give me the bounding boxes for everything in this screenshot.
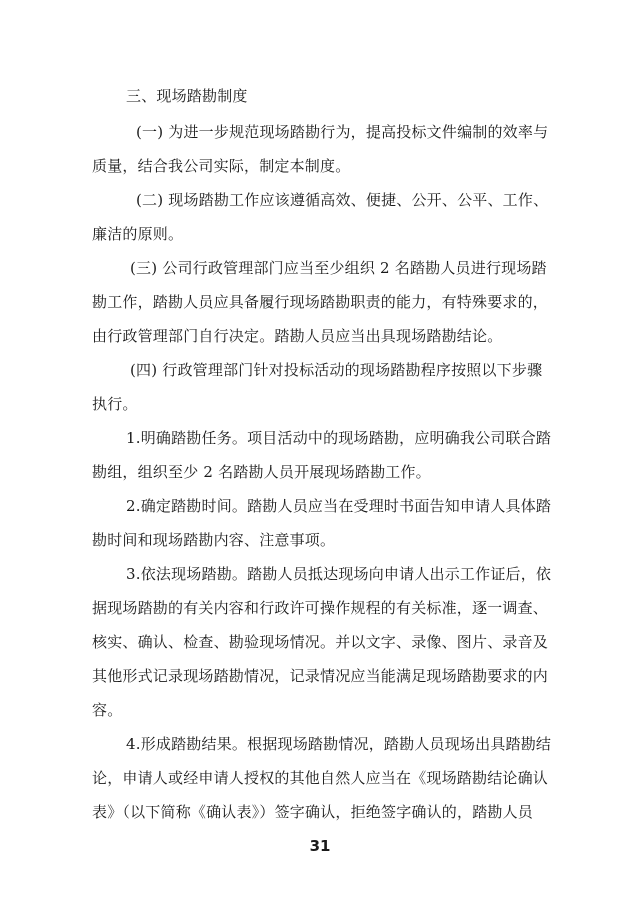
paragraph-line: 容。 <box>92 701 123 719</box>
paragraph-line: (三) 公司行政管理部门应当至少组织 2 名踏勘人员进行现场踏 <box>130 259 547 277</box>
paragraph-line: 其他形式记录现场踏勘情况，记录情况应当能满足现场踏勘要求的内 <box>92 667 549 685</box>
paragraph-line: 勘时间和现场踏勘内容、注意事项。 <box>92 531 336 549</box>
paragraph-line: 勘组，组织至少 2 名踏勘人员开展现场踏勘工作。 <box>92 463 431 481</box>
paragraph-line: (四) 行政管理部门针对投标活动的现场踏勘程序按照以下步骤 <box>130 361 543 379</box>
paragraph-line: 质量，结合我公司实际，制定本制度。 <box>92 157 351 175</box>
paragraph-line: 核实、确认、检查、勘验现场情况。并以文字、录像、图片、录音及 <box>92 633 549 651</box>
paragraph-line: (二) 现场踏勘工作应该遵循高效、便捷、公开、公平、工作、 <box>136 191 549 209</box>
paragraph-line: 廉洁的原则。 <box>92 225 184 243</box>
paragraph-line: 4.形成踏勘结果。根据现场踏勘情况，踏勘人员现场出具踏勘结 <box>126 735 552 753</box>
paragraph-line: 1.明确踏勘任务。项目活动中的现场踏勘，应明确我公司联合踏 <box>126 429 552 447</box>
paragraph-line: 论，申请人或经申请人授权的其他自然人应当在《现场踏勘结论确认 <box>92 769 549 787</box>
paragraph-line: 3.依法现场踏勘。踏勘人员抵达现场向申请人出示工作证后，依 <box>126 565 552 583</box>
paragraph-line: 由行政管理部门自行决定。踏勘人员应当出具现场踏勘结论。 <box>92 327 503 345</box>
paragraph-line: 勘工作，踏勘人员应具备履行现场踏勘职责的能力，有特殊要求的， <box>92 293 549 311</box>
paragraph-line: (一) 为进一步规范现场踏勘行为，提高投标文件编制的效率与 <box>136 123 549 141</box>
paragraph-line: 表》（以下简称《确认表》）签字确认，拒绝签字确认的，踏勘人员 <box>92 803 534 821</box>
page-number: 31 <box>309 837 331 855</box>
paragraph-line: 2.确定踏勘时间。踏勘人员应当在受理时书面告知申请人具体踏 <box>126 497 552 515</box>
section-heading: 三、现场踏勘制度 <box>126 87 248 105</box>
paragraph-line: 执行。 <box>92 395 138 413</box>
paragraph-line: 据现场踏勘的有关内容和行政许可操作规程的有关标准，逐一调查、 <box>92 599 549 617</box>
